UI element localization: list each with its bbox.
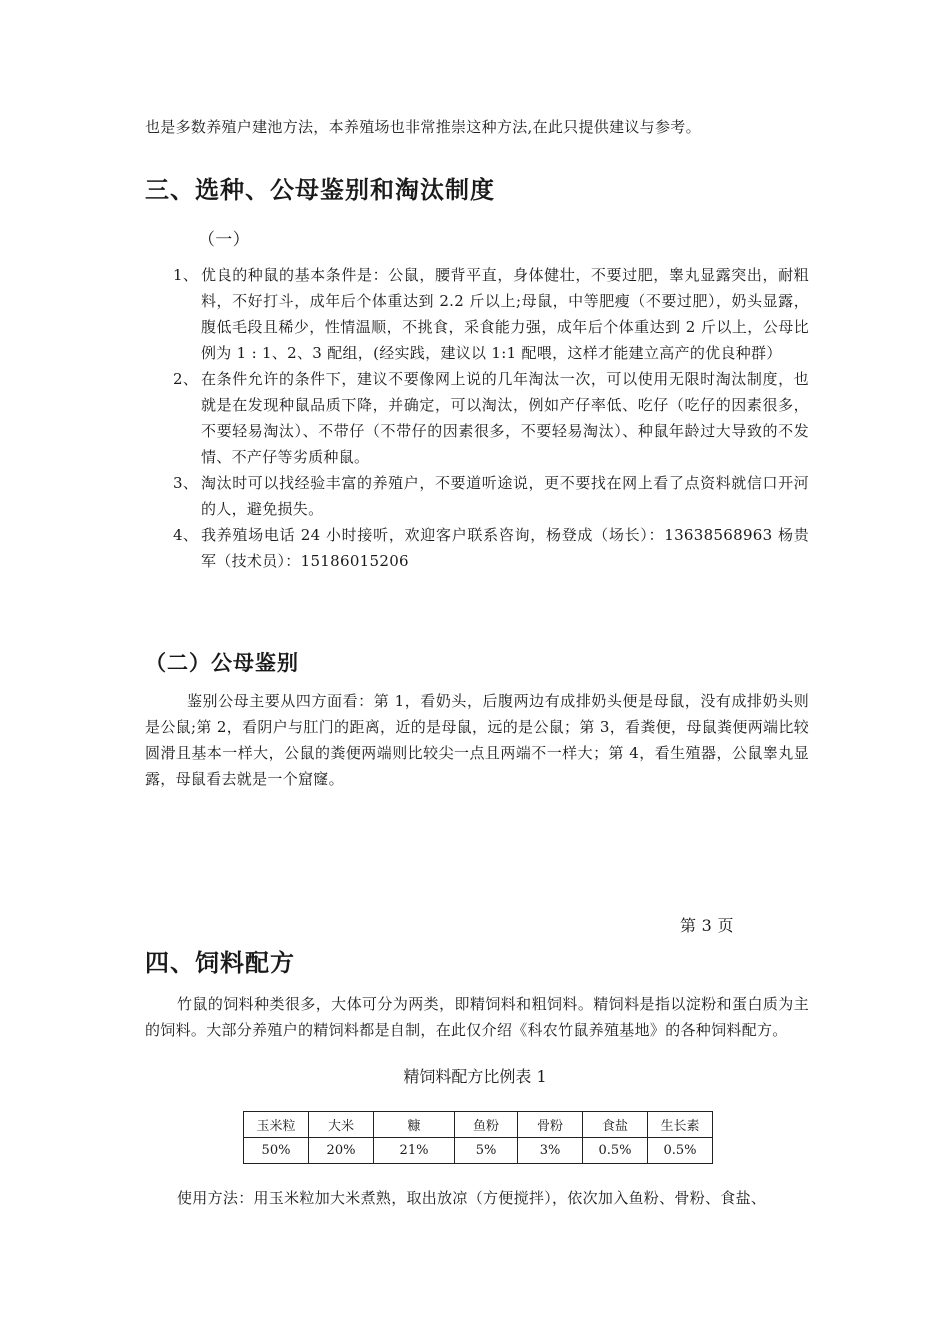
list-item bbox=[173, 522, 809, 574]
feed-formula-table bbox=[243, 1111, 713, 1164]
section-4-title: 四、饲料配方 bbox=[145, 948, 295, 977]
list-item bbox=[173, 470, 809, 522]
table-cell: 50% bbox=[244, 1138, 309, 1164]
table-cell: 3% bbox=[518, 1138, 583, 1164]
sex-identification-text: 鉴别公母主要从四方面看：第 1，看奶头，后腹两边有成排奶头便是母鼠，没有成排奶头则是公鼠;第 2，看阴户与肛门的距离，近的是母鼠，远的是公鼠；第 3，看粪便，母鼠粪便两端比较圆滑且基本一样大，公鼠的粪便两端则比较尖一点且两端不一样大；第 4，看生殖器，公鼠睾丸显露，母鼠看去就是一个窟窿。 bbox=[145, 692, 809, 788]
feed-intro-text: 竹鼠的饲料种类很多，大体可分为两类，即精饲料和粗饲料。精饲料是指以淀粉和蛋白质为主的饲料。大部分养殖户的精饲料都是自制，在此仅介绍《科农竹鼠养殖基地》的各种饲料配方。 bbox=[145, 995, 809, 1039]
list-item bbox=[173, 262, 809, 366]
table-header-cell: 糠 bbox=[374, 1112, 455, 1138]
table-cell: 0.5% bbox=[648, 1138, 713, 1164]
list-item-number: 1、 bbox=[173, 266, 199, 284]
table-header-cell: 玉米粒 bbox=[244, 1112, 309, 1138]
list-item-number: 2、 bbox=[173, 370, 199, 388]
section-3-sub1: （一） bbox=[198, 230, 250, 250]
table-row bbox=[244, 1138, 713, 1164]
page-number: 第 3 页 bbox=[680, 916, 734, 935]
table-cell: 0.5% bbox=[583, 1138, 648, 1164]
table-title: 精饲料配方比例表 1 bbox=[403, 1067, 547, 1086]
usage-text: 使用方法：用玉米粒加大米煮熟，取出放凉（方便搅拌），依次加入鱼粉、骨粉、食盐、 bbox=[177, 1189, 767, 1207]
section-3-title: 三、选种、公母鉴别和淘汰制度 bbox=[145, 175, 495, 204]
list-item-text: 淘汰时可以找经验丰富的养殖户，不要道听途说，更不要找在网上看了点资料就信口开河的人，避免损失。 bbox=[201, 474, 809, 518]
list-item-number: 3、 bbox=[173, 474, 199, 492]
table-header-cell: 骨粉 bbox=[518, 1112, 583, 1138]
intro-line: 也是多数养殖户建池方法，本养殖场也非常推崇这种方法,在此只提供建议与参考。 bbox=[145, 118, 701, 136]
table-cell: 20% bbox=[309, 1138, 374, 1164]
table-cell: 21% bbox=[374, 1138, 455, 1164]
table-header-row bbox=[244, 1112, 713, 1138]
table-header-cell: 食盐 bbox=[583, 1112, 648, 1138]
table-header-cell: 大米 bbox=[309, 1112, 374, 1138]
list-item-text: 优良的种鼠的基本条件是：公鼠，腰背平直，身体健壮，不要过肥，睾丸显露突出，耐粗料，不好打斗，成年后个体重达到 2.2 斤以上;母鼠，中等肥瘦（不要过肥），奶头显露，腹低毛段且稀少，性情温顺，不挑食，采食能力强，成年后个体重达到 2 斤以上，公母比例为 1 : 1、2、3 配组，(经实践，建议以 1:1 配喂，这样才能建立高产的优良种群） bbox=[201, 266, 809, 362]
table-cell: 5% bbox=[455, 1138, 518, 1164]
section-3-sub2-title: （二）公母鉴别 bbox=[145, 650, 299, 675]
list-item bbox=[173, 366, 809, 470]
table-header-cell: 鱼粉 bbox=[455, 1112, 518, 1138]
list-item-text: 在条件允许的条件下，建议不要像网上说的几年淘汰一次，可以使用无限时淘汰制度，也就是在发现种鼠品质下降，并确定，可以淘汰，例如产仔率低、吃仔（吃仔的因素很多，不要轻易淘汰）、不带仔（不带仔的因素很多，不要轻易淘汰）、种鼠年龄过大导致的不发情、不产仔等劣质种鼠。 bbox=[201, 370, 809, 466]
list-item-number: 4、 bbox=[173, 526, 199, 544]
list-item-text: 我养殖场电话 24 小时接听，欢迎客户联系咨询，杨登成（场长）：13638568963 杨贵军（技术员）：15186015206 bbox=[201, 526, 809, 570]
selection-criteria-list bbox=[173, 262, 809, 574]
table-header-cell: 生长素 bbox=[648, 1112, 713, 1138]
